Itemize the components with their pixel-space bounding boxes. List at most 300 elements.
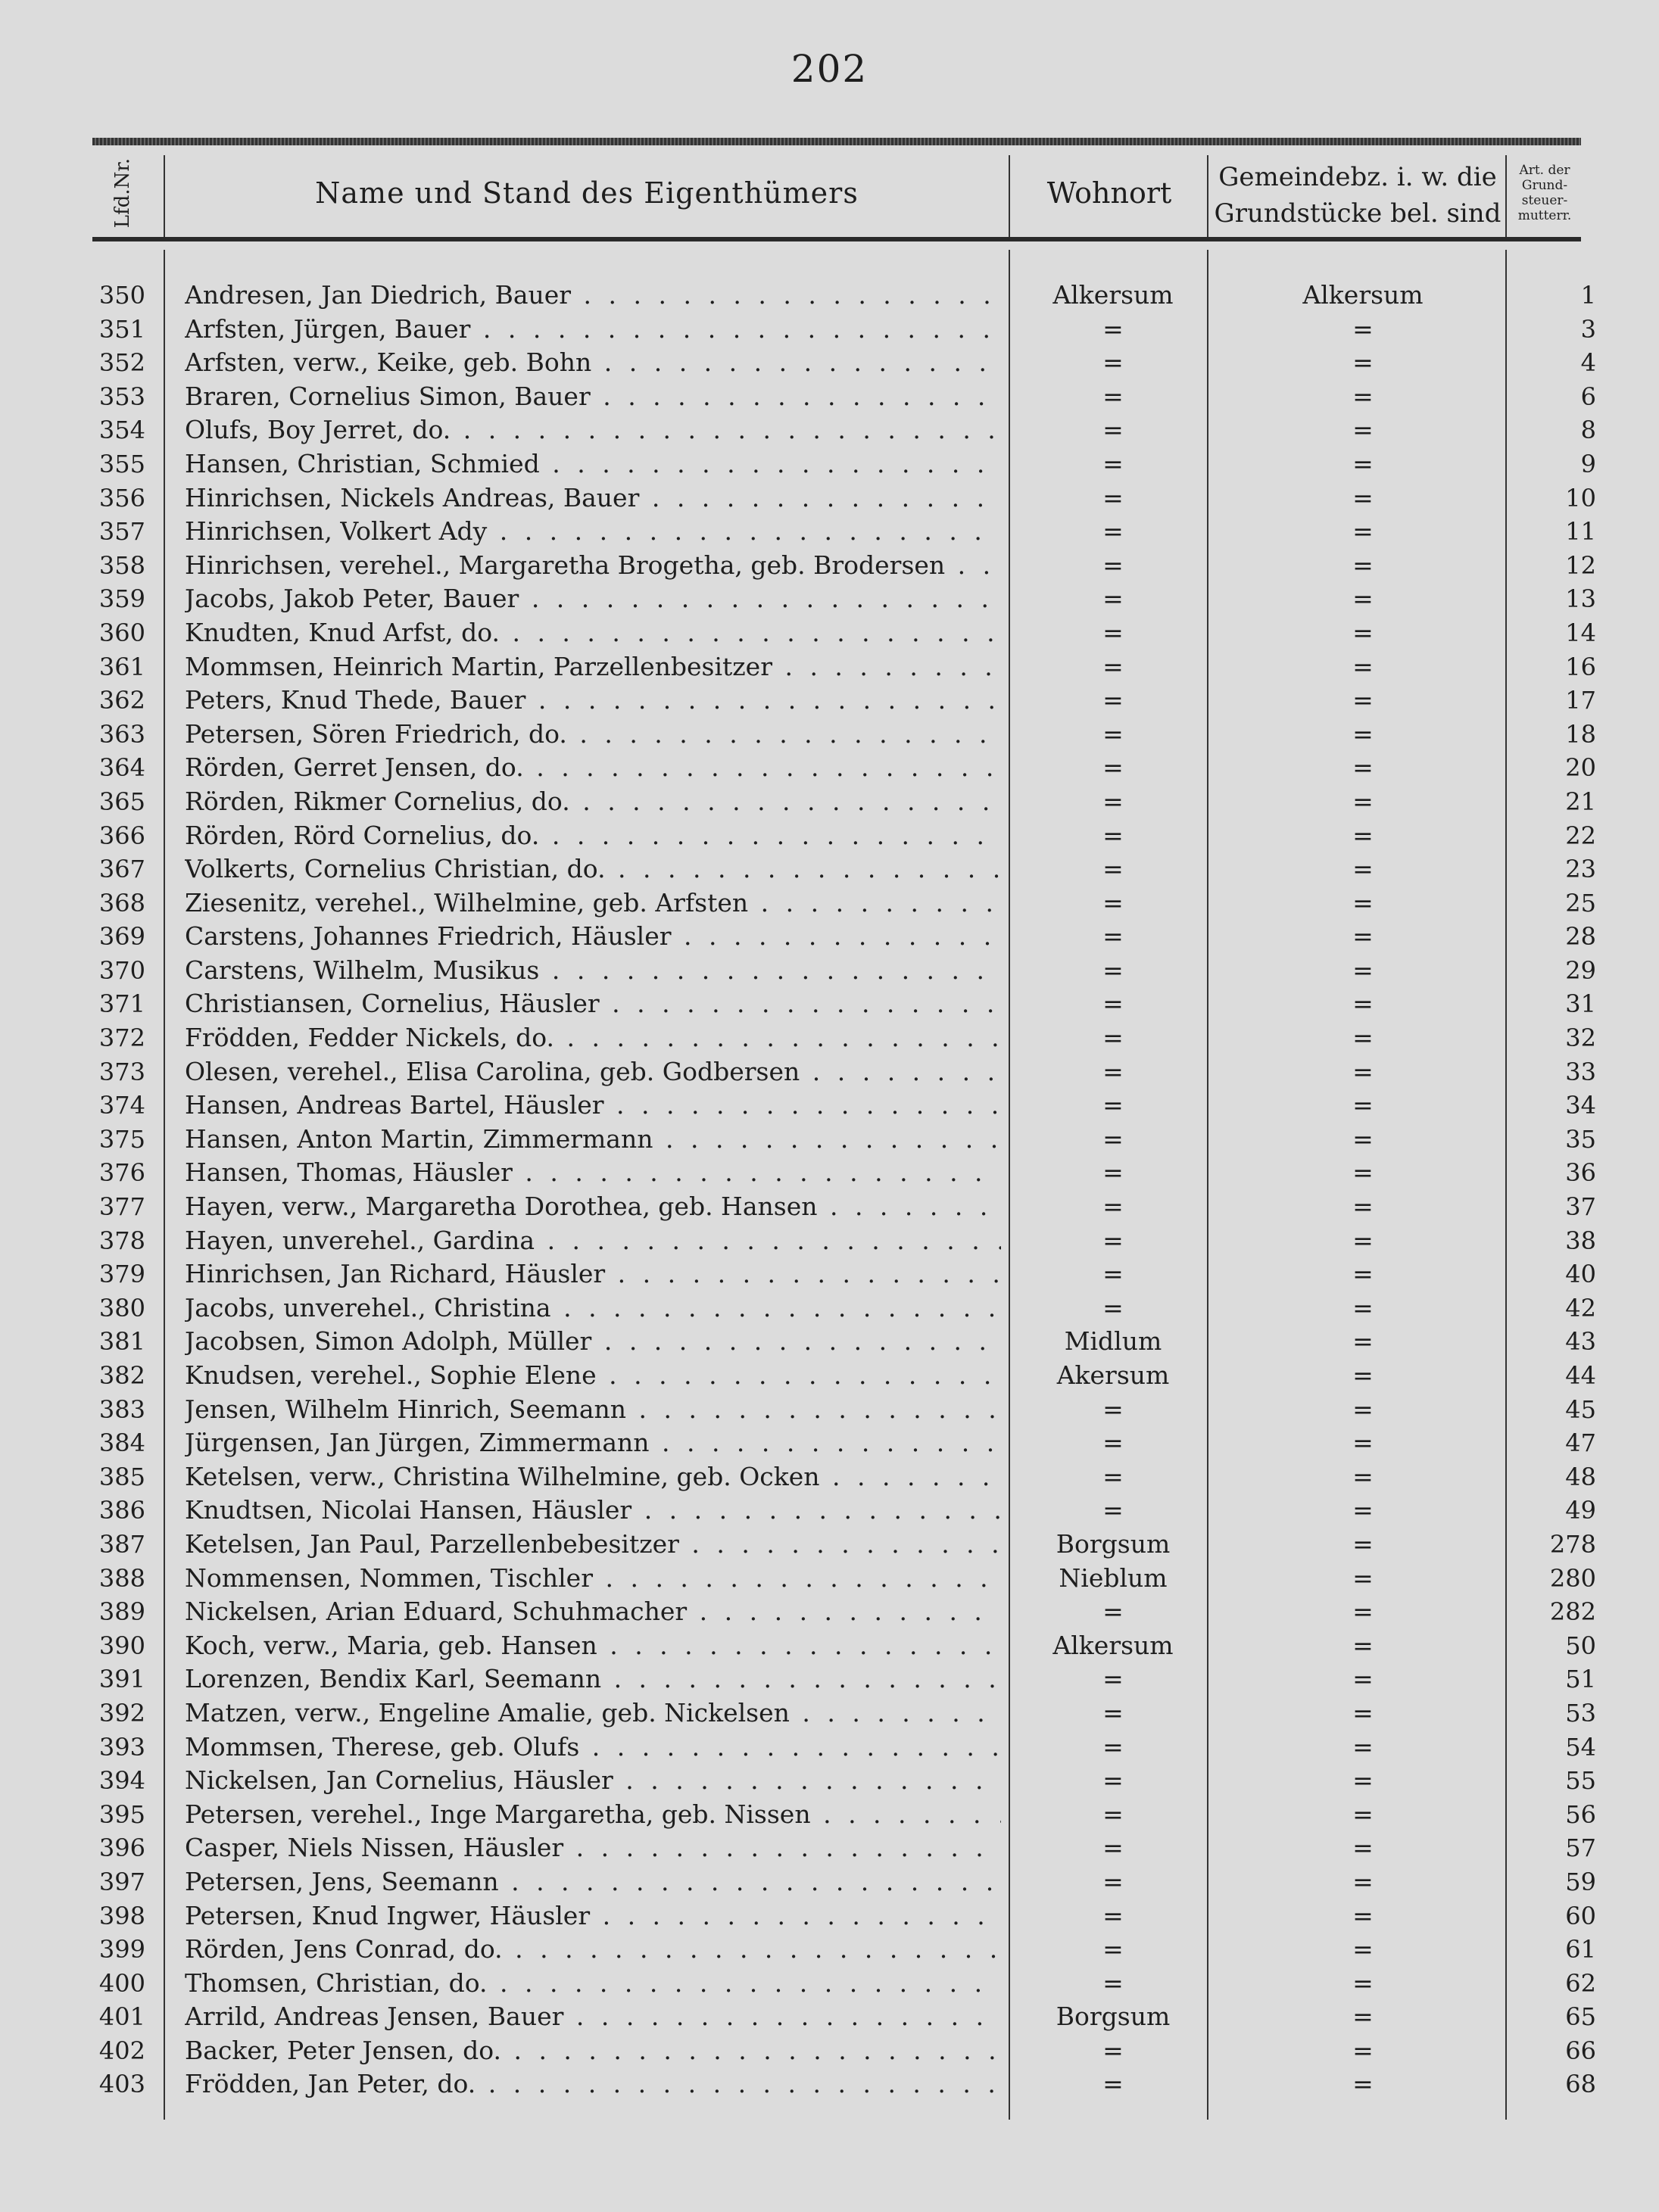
owner-name: Volkerts, Cornelius Christian, do. . . .	[185, 852, 1001, 886]
row-number: 366	[98, 821, 145, 850]
wohnort: =	[1102, 1967, 1124, 1998]
gemeinde: =	[1352, 313, 1374, 344]
gemeinde: =	[1352, 685, 1374, 715]
header-rule	[92, 237, 1581, 241]
row-number: 368	[98, 888, 145, 918]
wohnort: =	[1102, 1765, 1124, 1796]
wohnort: =	[1102, 1461, 1124, 1491]
grundsteuer-art: 36	[1565, 1158, 1596, 1188]
row-number: 374	[98, 1091, 145, 1120]
table-row	[0, 1967, 1659, 2001]
owner-name: Arrild, Andreas Jensen, Bauer . . .	[185, 2000, 1001, 2034]
gemeinde: =	[1352, 2069, 1374, 2099]
table-row	[0, 1562, 1659, 1596]
owner-name: Knudtsen, Nicolai Hansen, Häusler . . .	[185, 1494, 1001, 1528]
gemeinde: Alkersum	[1302, 280, 1424, 310]
wohnort: =	[1102, 1428, 1124, 1458]
grundsteuer-art: 1	[1580, 281, 1596, 310]
wohnort: =	[1102, 989, 1124, 1019]
table-row	[0, 1764, 1659, 1798]
row-number: 390	[98, 1631, 145, 1660]
header-art: Art. der Grund- steuer- mutterr.	[1517, 163, 1572, 223]
gemeinde: =	[1352, 1123, 1374, 1154]
table-row	[0, 1156, 1659, 1190]
grundsteuer-art: 21	[1565, 787, 1596, 816]
owner-name: Nickelsen, Jan Cornelius, Häusler . . .	[185, 1764, 1001, 1798]
row-number: 353	[98, 382, 145, 411]
table-row	[0, 1393, 1659, 1427]
owner-name: Hansen, Thomas, Häusler . . .	[185, 1156, 1001, 1190]
top-rule	[92, 138, 1581, 145]
owner-name: Ketelsen, verw., Christina Wilhelmine, geb. Ocken . . .	[185, 1460, 1001, 1494]
row-number: 352	[98, 348, 145, 378]
table-row	[0, 1190, 1659, 1224]
gemeinde: =	[1352, 1833, 1374, 1863]
table-row	[0, 1257, 1659, 1291]
wohnort: =	[1102, 617, 1124, 647]
table-row	[0, 1021, 1659, 1055]
gemeinde: =	[1352, 955, 1374, 985]
grundsteuer-art: 42	[1565, 1293, 1596, 1323]
owner-name: Jensen, Wilhelm Hinrich, Seemann . . .	[185, 1393, 1001, 1427]
grundsteuer-art: 6	[1580, 382, 1596, 411]
owner-name: Andresen, Jan Diedrich, Bauer . . .	[185, 279, 1001, 313]
owner-name: Jacobs, unverehel., Christina . . .	[185, 1291, 1001, 1326]
wohnort: =	[1102, 2035, 1124, 2065]
row-number: 370	[98, 955, 145, 985]
table-row	[0, 886, 1659, 921]
table-row	[0, 346, 1659, 380]
row-number: 350	[98, 281, 145, 310]
owner-name: Hayen, unverehel., Gardina . . .	[185, 1224, 1001, 1258]
wohnort: =	[1102, 1731, 1124, 1762]
gemeinde: =	[1352, 1326, 1374, 1357]
table-row	[0, 954, 1659, 988]
table-row	[0, 481, 1659, 516]
gemeinde: =	[1352, 1394, 1374, 1424]
grundsteuer-art: 35	[1565, 1124, 1596, 1154]
grundsteuer-art: 278	[1549, 1529, 1596, 1559]
row-number: 386	[98, 1496, 145, 1525]
grundsteuer-art: 3	[1580, 314, 1596, 344]
table-row	[0, 684, 1659, 718]
wohnort: =	[1102, 1833, 1124, 1863]
gemeinde: =	[1352, 786, 1374, 816]
gemeinde: =	[1352, 820, 1374, 850]
table-row	[0, 1291, 1659, 1326]
gemeinde: =	[1352, 887, 1374, 918]
row-number: 399	[98, 1935, 145, 1964]
row-number: 367	[98, 855, 145, 884]
row-number: 398	[98, 1901, 145, 1930]
table-row	[0, 1055, 1659, 1089]
row-number: 351	[98, 314, 145, 344]
grundsteuer-art: 12	[1565, 550, 1596, 580]
table-row	[0, 650, 1659, 684]
gemeinde: =	[1352, 1967, 1374, 1998]
table-row	[0, 1831, 1659, 1865]
owner-name: Braren, Cornelius Simon, Bauer . . .	[185, 380, 1001, 414]
wohnort: =	[1102, 516, 1124, 547]
row-number: 391	[98, 1665, 145, 1694]
wohnort: =	[1102, 1157, 1124, 1188]
gemeinde: =	[1352, 347, 1374, 378]
table-row	[0, 920, 1659, 954]
row-number: 402	[98, 2036, 145, 2065]
wohnort: =	[1102, 1394, 1124, 1424]
table-row	[0, 279, 1659, 313]
gemeinde: =	[1352, 921, 1374, 952]
gemeinde: =	[1352, 1799, 1374, 1829]
grundsteuer-art: 23	[1565, 855, 1596, 884]
owner-name: Frödden, Fedder Nickels, do. . . .	[185, 1021, 1001, 1055]
table-row	[0, 718, 1659, 752]
owner-name: Lorenzen, Bendix Karl, Seemann . . .	[185, 1662, 1001, 1696]
gemeinde: =	[1352, 1562, 1374, 1593]
wohnort: Nieblum	[1059, 1562, 1168, 1593]
table-row	[0, 1089, 1659, 1123]
gemeinde: =	[1352, 482, 1374, 512]
row-number: 357	[98, 517, 145, 547]
row-number: 377	[98, 1192, 145, 1222]
row-number: 354	[98, 416, 145, 445]
row-number: 382	[98, 1361, 145, 1390]
wohnort: =	[1102, 1259, 1124, 1289]
grundsteuer-art: 65	[1565, 2002, 1596, 2032]
wohnort: Borgsum	[1056, 2002, 1171, 2032]
wohnort: =	[1102, 347, 1124, 378]
wohnort: =	[1102, 685, 1124, 715]
owner-name: Rörden, Rikmer Cornelius, do. . . .	[185, 785, 1001, 819]
row-number: 387	[98, 1529, 145, 1559]
wohnort: =	[1102, 313, 1124, 344]
grundsteuer-art: 68	[1565, 2070, 1596, 2099]
table-row	[0, 1798, 1659, 1832]
wohnort: =	[1102, 1292, 1124, 1323]
gemeinde: =	[1352, 617, 1374, 647]
owner-name: Matzen, verw., Engeline Amalie, geb. Nickelsen . . .	[185, 1696, 1001, 1731]
table-row	[0, 785, 1659, 819]
owner-name: Backer, Peter Jensen, do. . . .	[185, 2034, 1001, 2068]
owner-name: Hinrichsen, Nickels Andreas, Bauer . . .	[185, 481, 1001, 516]
owner-name: Hinrichsen, Volkert Ady . . .	[185, 515, 1001, 549]
row-number: 389	[98, 1597, 145, 1627]
owner-name: Carstens, Johannes Friedrich, Häusler . . .	[185, 920, 1001, 954]
grundsteuer-art: 48	[1565, 1462, 1596, 1491]
wohnort: =	[1102, 448, 1124, 478]
table-row	[0, 515, 1659, 549]
table-row	[0, 380, 1659, 414]
wohnort: =	[1102, 820, 1124, 850]
row-number: 378	[98, 1226, 145, 1255]
gemeinde: =	[1352, 1292, 1374, 1323]
owner-name: Mommsen, Therese, geb. Olufs . . .	[185, 1731, 1001, 1765]
wohnort: =	[1102, 854, 1124, 884]
grundsteuer-art: 53	[1565, 1698, 1596, 1728]
row-number: 380	[98, 1293, 145, 1323]
gemeinde: =	[1352, 550, 1374, 580]
wohnort: =	[1102, 921, 1124, 952]
table-row	[0, 549, 1659, 583]
grundsteuer-art: 51	[1565, 1665, 1596, 1694]
gemeinde: =	[1352, 1630, 1374, 1660]
wohnort: =	[1102, 1900, 1124, 1930]
owner-name: Hansen, Christian, Schmied . . .	[185, 447, 1001, 481]
grundsteuer-art: 22	[1565, 821, 1596, 850]
table-row	[0, 1696, 1659, 1731]
row-number: 379	[98, 1260, 145, 1289]
owner-name: Petersen, Jens, Seemann . . .	[185, 1865, 1001, 1899]
wohnort: =	[1102, 718, 1124, 749]
grundsteuer-art: 25	[1565, 888, 1596, 918]
gemeinde: =	[1352, 1259, 1374, 1289]
table-row	[0, 413, 1659, 447]
gemeinde: =	[1352, 1597, 1374, 1627]
page-number: 202	[791, 47, 868, 91]
owner-name: Frödden, Jan Peter, do. . . .	[185, 2067, 1001, 2101]
wohnort: Alkersum	[1052, 280, 1174, 310]
wohnort: =	[1102, 1934, 1124, 1964]
table-row	[0, 313, 1659, 347]
wohnort: Midlum	[1064, 1326, 1162, 1357]
table-row	[0, 852, 1659, 886]
owner-name: Olesen, verehel., Elisa Carolina, geb. Godbersen . . .	[185, 1055, 1001, 1089]
wohnort: =	[1102, 1056, 1124, 1086]
grundsteuer-art: 32	[1565, 1023, 1596, 1053]
register-table	[0, 279, 1659, 2101]
owner-name: Carstens, Wilhelm, Musikus . . .	[185, 954, 1001, 988]
gemeinde: =	[1352, 1495, 1374, 1525]
table-row	[0, 2067, 1659, 2101]
owner-name: Peters, Knud Thede, Bauer . . .	[185, 684, 1001, 718]
owner-name: Rörden, Rörd Cornelius, do. . . .	[185, 819, 1001, 853]
grundsteuer-art: 31	[1565, 989, 1596, 1019]
row-number: 403	[98, 2070, 145, 2099]
header-gemeinde-line2: Grundstücke bel. sind	[1214, 198, 1502, 229]
row-number: 372	[98, 1023, 145, 1053]
wohnort: =	[1102, 1866, 1124, 1896]
owner-name: Petersen, verehel., Inge Margaretha, geb. Nissen . . .	[185, 1798, 1001, 1832]
grundsteuer-art: 66	[1565, 2036, 1596, 2065]
row-number: 381	[98, 1327, 145, 1357]
header-name: Name und Stand des Eigenthümers	[315, 176, 859, 210]
owner-name: Jürgensen, Jan Jürgen, Zimmermann . . .	[185, 1426, 1001, 1460]
owner-name: Christiansen, Cornelius, Häusler . . .	[185, 987, 1001, 1021]
owner-name: Petersen, Sören Friedrich, do. . . .	[185, 718, 1001, 752]
table-row	[0, 1662, 1659, 1696]
owner-name: Hinrichsen, Jan Richard, Häusler . . .	[185, 1257, 1001, 1291]
gemeinde: =	[1352, 854, 1374, 884]
grundsteuer-art: 17	[1565, 686, 1596, 715]
gemeinde: =	[1352, 1697, 1374, 1728]
row-number: 371	[98, 989, 145, 1019]
wohnort: =	[1102, 1225, 1124, 1255]
wohnort: =	[1102, 786, 1124, 816]
grundsteuer-art: 282	[1549, 1597, 1596, 1627]
owner-name: Jacobsen, Simon Adolph, Müller . . .	[185, 1325, 1001, 1359]
grundsteuer-art: 40	[1565, 1260, 1596, 1289]
grundsteuer-art: 14	[1565, 618, 1596, 647]
header-nr: Lfd.Nr.	[111, 157, 134, 229]
table-row	[0, 1494, 1659, 1528]
gemeinde: =	[1352, 1090, 1374, 1120]
grundsteuer-art: 38	[1565, 1226, 1596, 1255]
gemeinde: =	[1352, 1731, 1374, 1762]
owner-name: Jacobs, Jakob Peter, Bauer . . .	[185, 582, 1001, 616]
grundsteuer-art: 49	[1565, 1496, 1596, 1525]
table-row	[0, 819, 1659, 853]
column-divider	[164, 155, 165, 237]
wohnort: Akersum	[1056, 1360, 1170, 1390]
table-row	[0, 582, 1659, 616]
gemeinde: =	[1352, 1765, 1374, 1796]
gemeinde: =	[1352, 1360, 1374, 1390]
grundsteuer-art: 57	[1565, 1833, 1596, 1863]
table-row	[0, 1460, 1659, 1494]
owner-name: Ziesenitz, verehel., Wilhelmine, geb. Arfsten . . .	[185, 886, 1001, 921]
grundsteuer-art: 62	[1565, 1968, 1596, 1998]
header-gemeinde	[1210, 155, 1505, 235]
owner-name: Hinrichsen, verehel., Margaretha Brogetha, geb. Brodersen . . .	[185, 549, 1001, 583]
wohnort: =	[1102, 651, 1124, 681]
table-row	[0, 1595, 1659, 1629]
grundsteuer-art: 28	[1565, 922, 1596, 952]
table-row	[0, 1731, 1659, 1765]
table-row	[0, 1325, 1659, 1359]
wohnort: =	[1102, 415, 1124, 445]
row-number: 395	[98, 1799, 145, 1829]
wohnort: =	[1102, 752, 1124, 783]
row-number: 383	[98, 1394, 145, 1424]
owner-name: Hansen, Andreas Bartel, Häusler . . .	[185, 1089, 1001, 1123]
table-row	[0, 1359, 1659, 1393]
header-wohnort: Wohnort	[1046, 176, 1172, 210]
grundsteuer-art: 60	[1565, 1901, 1596, 1930]
grundsteuer-art: 18	[1565, 719, 1596, 749]
grundsteuer-art: 9	[1580, 449, 1596, 478]
gemeinde: =	[1352, 1023, 1374, 1053]
row-number: 394	[98, 1766, 145, 1796]
gemeinde: =	[1352, 989, 1374, 1019]
gemeinde: =	[1352, 1866, 1374, 1896]
owner-name: Olufs, Boy Jerret, do. . . .	[185, 413, 1001, 447]
row-number: 359	[98, 584, 145, 614]
gemeinde: =	[1352, 516, 1374, 547]
table-row	[0, 987, 1659, 1021]
owner-name: Mommsen, Heinrich Martin, Parzellenbesitzer . . .	[185, 650, 1001, 684]
gemeinde: =	[1352, 752, 1374, 783]
row-number: 373	[98, 1057, 145, 1086]
gemeinde: =	[1352, 448, 1374, 478]
grundsteuer-art: 47	[1565, 1428, 1596, 1458]
table-row	[0, 1426, 1659, 1460]
wohnort: =	[1102, 1023, 1124, 1053]
gemeinde: =	[1352, 2035, 1374, 2065]
table-row	[0, 1629, 1659, 1663]
table-row	[0, 2000, 1659, 2034]
gemeinde: =	[1352, 1934, 1374, 1964]
owner-name: Knudsen, verehel., Sophie Elene . . .	[185, 1359, 1001, 1393]
grundsteuer-art: 29	[1565, 955, 1596, 985]
table-row	[0, 1933, 1659, 1967]
grundsteuer-art: 33	[1565, 1057, 1596, 1086]
wohnort: =	[1102, 1799, 1124, 1829]
grundsteuer-art: 61	[1565, 1935, 1596, 1964]
table-row	[0, 2034, 1659, 2068]
row-number: 400	[98, 1968, 145, 1998]
row-number: 361	[98, 652, 145, 681]
owner-name: Koch, verw., Maria, geb. Hansen . . .	[185, 1629, 1001, 1663]
wohnort: Borgsum	[1056, 1528, 1171, 1559]
gemeinde: =	[1352, 1428, 1374, 1458]
owner-name: Knudten, Knud Arfst, do. . . .	[185, 616, 1001, 650]
grundsteuer-art: 44	[1565, 1361, 1596, 1390]
row-number: 384	[98, 1428, 145, 1458]
wohnort: =	[1102, 955, 1124, 985]
column-divider	[1009, 155, 1010, 237]
grundsteuer-art: 280	[1549, 1563, 1596, 1593]
owner-name: Hayen, verw., Margaretha Dorothea, geb. Hansen . . .	[185, 1190, 1001, 1224]
row-number: 362	[98, 686, 145, 715]
wohnort: =	[1102, 1597, 1124, 1627]
wohnort: =	[1102, 584, 1124, 614]
gemeinde: =	[1352, 1664, 1374, 1694]
row-number: 360	[98, 618, 145, 647]
wohnort: =	[1102, 1495, 1124, 1525]
owner-name: Casper, Niels Nissen, Häusler . . .	[185, 1831, 1001, 1865]
owner-name: Ketelsen, Jan Paul, Parzellenbebesitzer . . .	[185, 1528, 1001, 1562]
row-number: 401	[98, 2002, 145, 2032]
row-number: 358	[98, 550, 145, 580]
gemeinde: =	[1352, 1192, 1374, 1222]
grundsteuer-art: 13	[1565, 584, 1596, 614]
grundsteuer-art: 11	[1565, 517, 1596, 547]
row-number: 392	[98, 1698, 145, 1728]
table-row	[0, 616, 1659, 650]
wohnort: =	[1102, 1090, 1124, 1120]
owner-name: Nickelsen, Arian Eduard, Schuhmacher . . .	[185, 1595, 1001, 1629]
grundsteuer-art: 54	[1565, 1732, 1596, 1762]
owner-name: Rörden, Jens Conrad, do. . . .	[185, 1933, 1001, 1967]
wohnort: Alkersum	[1052, 1630, 1174, 1660]
row-number: 364	[98, 753, 145, 783]
grundsteuer-art: 16	[1565, 652, 1596, 681]
grundsteuer-art: 56	[1565, 1799, 1596, 1829]
row-number: 355	[98, 449, 145, 478]
row-number: 396	[98, 1833, 145, 1863]
table-row	[0, 1899, 1659, 1933]
grundsteuer-art: 45	[1565, 1394, 1596, 1424]
gemeinde: =	[1352, 1157, 1374, 1188]
owner-name: Arfsten, verw., Keike, geb. Bohn . . .	[185, 346, 1001, 380]
row-number: 393	[98, 1732, 145, 1762]
owner-name: Petersen, Knud Ingwer, Häusler . . .	[185, 1899, 1001, 1933]
table-row	[0, 447, 1659, 481]
row-number: 363	[98, 719, 145, 749]
wohnort: =	[1102, 1192, 1124, 1222]
wohnort: =	[1102, 1123, 1124, 1154]
row-number: 375	[98, 1124, 145, 1154]
grundsteuer-art: 43	[1565, 1327, 1596, 1357]
table-row	[0, 1865, 1659, 1899]
wohnort: =	[1102, 550, 1124, 580]
wohnort: =	[1102, 887, 1124, 918]
row-number: 397	[98, 1867, 145, 1896]
owner-name: Thomsen, Christian, do. . . .	[185, 1967, 1001, 2001]
gemeinde: =	[1352, 1056, 1374, 1086]
wohnort: =	[1102, 482, 1124, 512]
wohnort: =	[1102, 381, 1124, 411]
